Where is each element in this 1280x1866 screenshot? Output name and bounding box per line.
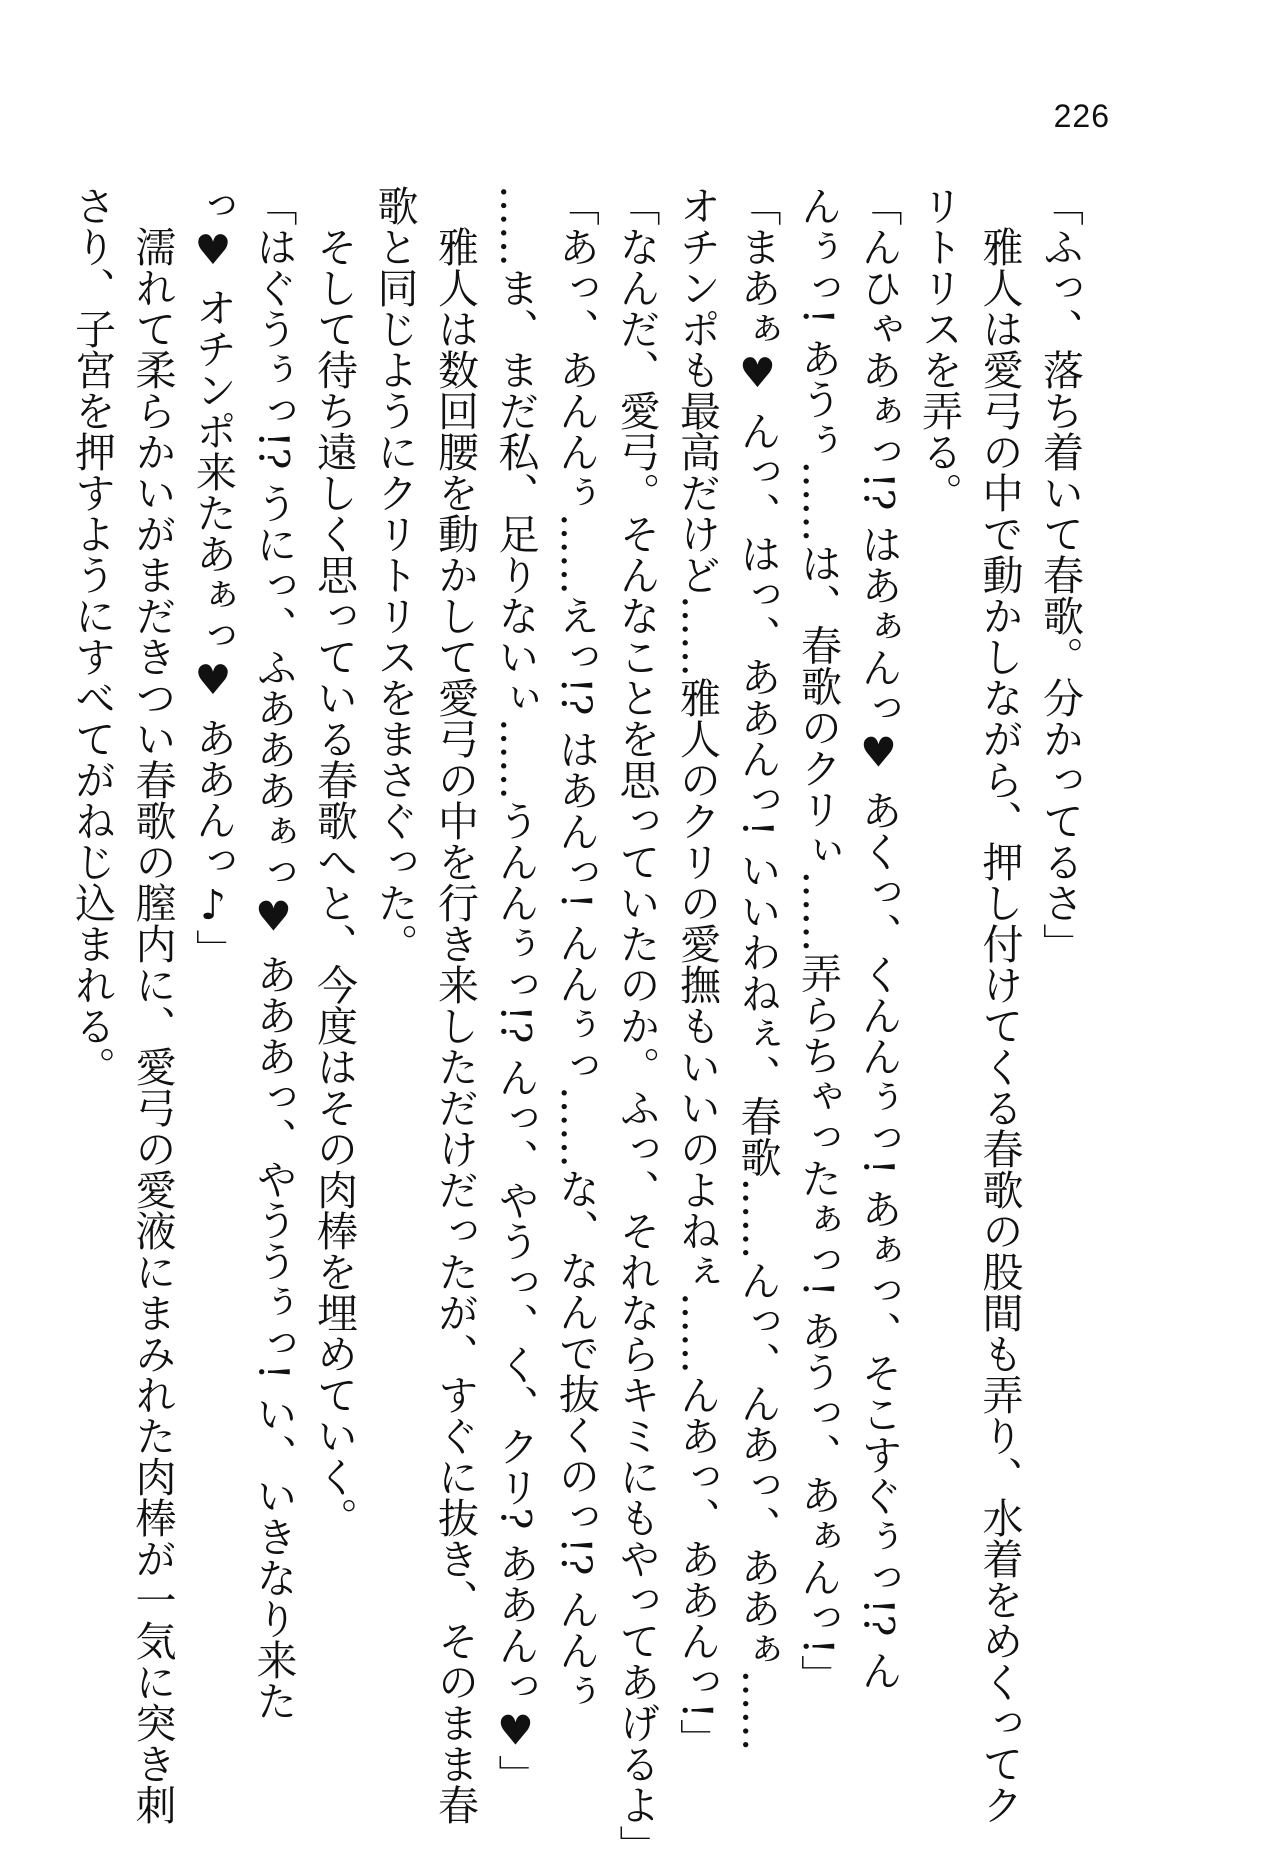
text-line: 「ふっ、落ち着いて春歌。分かってるさ」 [1036, 185, 1084, 964]
text-line: ……ま、まだ私、足りないぃ……うんんぅっ!? んっ、やうっ、く、クリ? ああんっ♥」 [491, 185, 540, 1796]
text-line: 雅人は愛弓の中で動かしながら、押し付けてくる春歌の股間も弄り、水着をめくってク [975, 226, 1024, 1825]
text-line: オチンポも最高だけど……雅人のクリの愛撫もいいのよねぇ……んあっ、ああんっ!」 [673, 185, 721, 1760]
text-line: さり、子宮を押すようにすべてがねじ込まれる。 [68, 185, 116, 1087]
text-line: んぅっ! あうぅ……は、春歌のクリぃ……弄らちゃったぁっ! あうっ、あぁんっ!」 [794, 185, 842, 1696]
text-line: っ♥ オチンポ来たあぁっ♥ ああんっ♪」 [189, 185, 237, 971]
text-line: 「はぐうぅっ!? うにっ、ふあああぁっ♥ あああっ、やううぅっ! い、いきなり来た [249, 185, 298, 1722]
text-line: 歌と同じようにクリトリスをまさぐった。 [370, 185, 419, 964]
text-line: リトリスを弄る。 [915, 185, 963, 513]
page-number: 226 [1053, 98, 1110, 134]
text-line: 「んひゃあぁっ!? はあぁんっ♥ あくっ、くんんぅっ! あぁっ、そこすぐぅっ!? ん [854, 185, 903, 1691]
text-line: 「あっ、あんんぅ……えっ!? はあんっ! んんぅっ……な、なんで抜くのっ!? んんぅ [552, 185, 600, 1712]
text-line: 雅人は数回腰を動かして愛弓の中を行き来しただけだったが、すぐに抜き、そのまま春 [431, 226, 479, 1825]
vertical-text-body [62, 185, 1091, 1866]
text-line: 「なんだ、愛弓。そんなことを思っていたのか。ふっ、それならキミにもやってあげるよ」 [612, 185, 661, 1866]
text-line: 「まあぁ♥ んっ、はっ、ああんっ! いいわねぇ、春歌……んっ、んあっ、ああぁ…… [733, 185, 782, 1752]
text-line: 濡れて柔らかいがまだきつい春歌の膣内に、愛弓の愛液にまみれた肉棒が一気に突き刺 [128, 226, 177, 1825]
text-line: そして待ち遠しく思っている春歌へと、今度はその肉棒を埋めていく。 [310, 226, 358, 1538]
